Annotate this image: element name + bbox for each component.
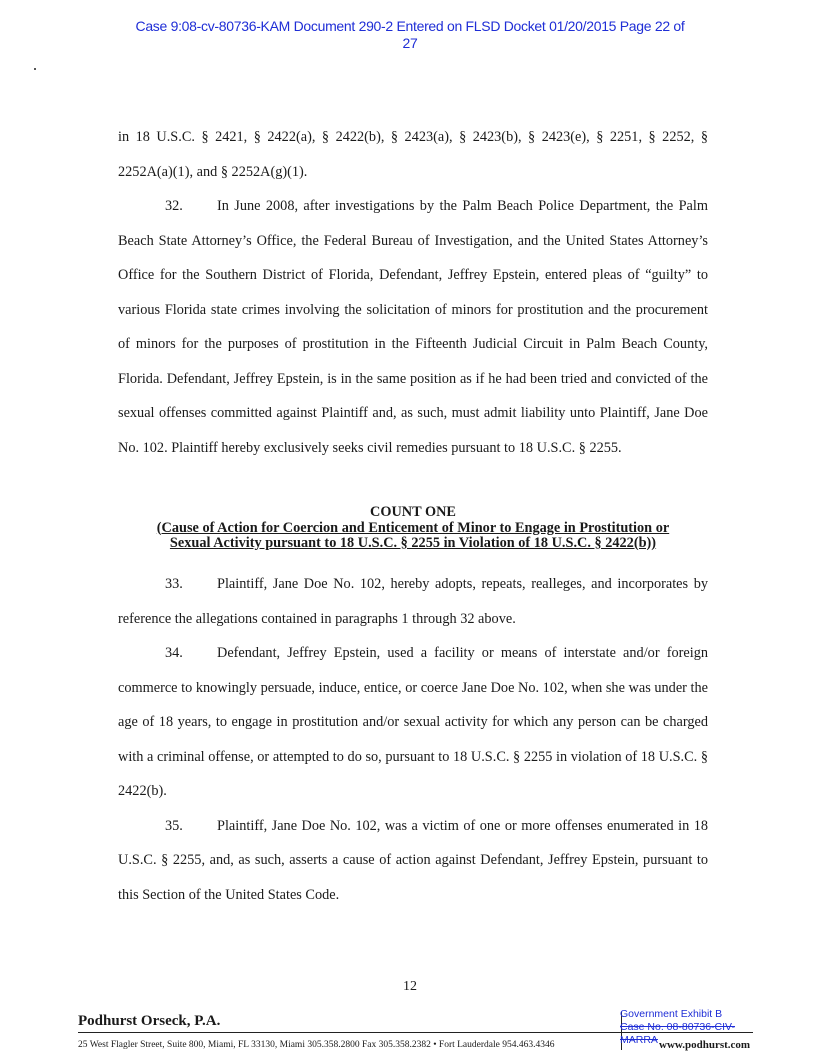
paragraph-text: Defendant, Jeffrey Epstein, used a facility or means of interstate and/or foreign commerce to knowingly persuade, induce, entice, or coerce Jane Doe No. 102, when she was under the age of 18 years, to engage in prostitution and/or sexual activity for which any person can be charged with a criminal offense, or attempted to do so, pursuant to 18 U.S.C. § 2255 in violation of 18 U.S.C. § 2422(b). bbox=[118, 645, 708, 799]
exhibit-case-number: Case No. 08-80736-CIV-MARRA bbox=[620, 1021, 735, 1046]
body-block-bottom bbox=[118, 567, 708, 912]
count-heading bbox=[118, 505, 708, 552]
filing-header-line2: 27 bbox=[402, 35, 418, 51]
scan-speck bbox=[34, 68, 36, 70]
exhibit-label: Government Exhibit B bbox=[620, 1008, 723, 1020]
paragraph-text: In June 2008, after investigations by the Palm Beach Police Department, the Palm Beach State Attorney’s Office, the Federal Bureau of Investigation, and the United States Attorney’s Office for the Southern District of Florida, Defendant, Jeffrey Epstein, entered pleas of “guilty” to various Florida state crimes involving the solicitation of minors for prostitution and the procurement of minors for the purposes of prostitution in the Fifteenth Judicial Circuit in Palm Beach County, Florida. Defendant, Jeffrey Epstein, is in the same position as if he had been tried and convicted of the sexual offenses committed against Plaintiff and, as such, must admit liability unto Plaintiff, Jane Doe No. 102. Plaintiff hereby exclusively seeks civil remedies pursuant to 18 U.S.C. § 2255. bbox=[118, 198, 708, 456]
count-subtitle-line2: Sexual Activity pursuant to 18 U.S.C. § 2255 in Violation of 18 U.S.C. § 2422(b)) bbox=[169, 535, 657, 551]
paragraph-number: 33. bbox=[165, 576, 183, 592]
exhibit-stamp bbox=[620, 1008, 760, 1047]
filing-header-line1: Case 9:08-cv-80736-KAM Document 290-2 Entered on FLSD Docket 01/20/2015 Page 22 of bbox=[135, 18, 685, 34]
count-title: COUNT ONE bbox=[370, 504, 456, 520]
paragraph-text: Plaintiff, Jane Doe No. 102, was a victim of one or more offenses enumerated in 18 U.S.C. § 2255, and, as such, asserts a cause of action against Defendant, Jeffrey Epstein, pursuant to this Section of the United States Code. bbox=[118, 817, 708, 903]
paragraph-33 bbox=[118, 567, 708, 636]
paragraph-34 bbox=[118, 636, 708, 809]
page-number: 12 bbox=[403, 979, 417, 994]
paragraph-32 bbox=[118, 189, 708, 465]
body-block-top bbox=[118, 120, 708, 465]
paragraph-35 bbox=[118, 809, 708, 913]
firm-address: 25 West Flagler Street, Suite 800, Miami, FL 33130, Miami 305.358.2800 Fax 305.358.2382 • Fort Lauderdale 954.463.4346 bbox=[78, 1040, 555, 1050]
paragraph-text: Plaintiff, Jane Doe No. 102, hereby adopts, repeats, realleges, and incorporates by reference the allegations contained in paragraphs 1 through 32 above. bbox=[118, 576, 708, 627]
paragraph-number: 32. bbox=[165, 198, 183, 214]
count-subtitle-line1: (Cause of Action for Coercion and Enticement of Minor to Engage in Prostitution or bbox=[156, 519, 670, 536]
court-filing-header bbox=[0, 18, 820, 52]
paragraph-number: 35. bbox=[165, 817, 183, 834]
firm-name: Podhurst Orseck, P.A. bbox=[78, 1013, 221, 1029]
firm-website: www.podhurst.com bbox=[659, 1039, 751, 1051]
paragraph-continued: in 18 U.S.C. § 2421, § 2422(a), § 2422(b), § 2423(a), § 2423(b), § 2423(e), § 2251, § 2252, § 2252A(a)(1), and § 2252A(g)(1). bbox=[118, 129, 708, 180]
paragraph-number: 34. bbox=[165, 645, 183, 661]
